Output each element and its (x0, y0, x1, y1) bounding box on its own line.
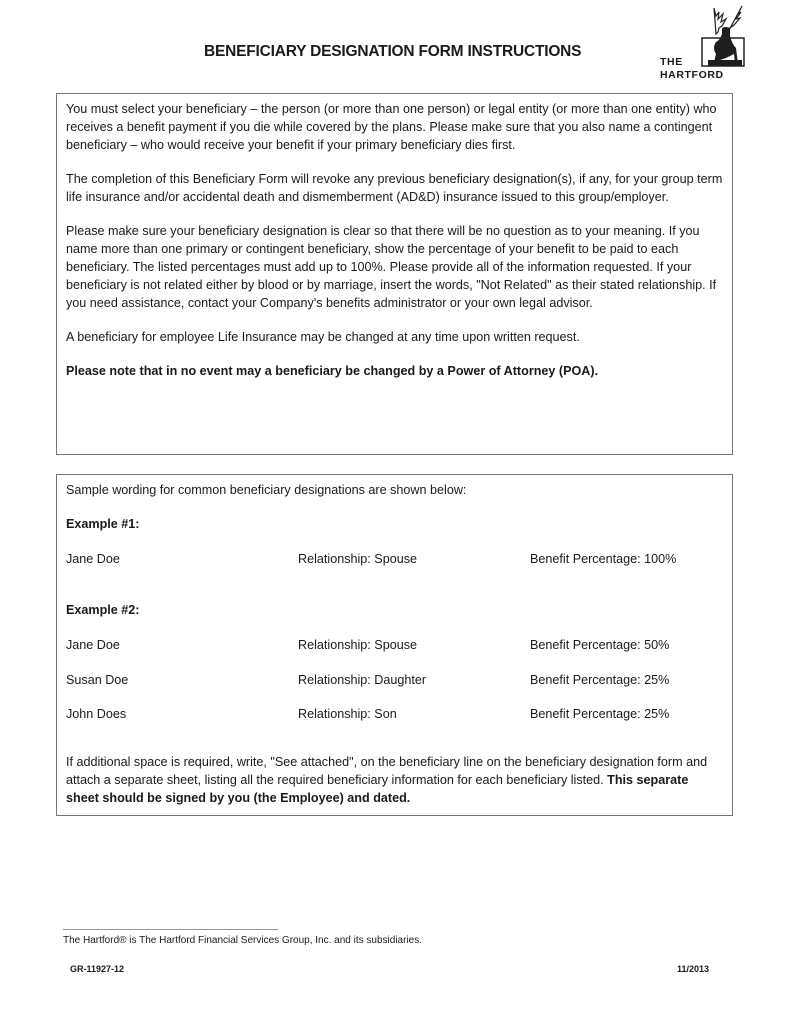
beneficiary-percentage: Benefit Percentage: 25% (530, 707, 670, 721)
beneficiary-percentage: Benefit Percentage: 50% (530, 638, 670, 652)
instructions-box (56, 93, 733, 455)
footnote-divider (63, 929, 278, 930)
page-title: BENEFICIARY DESIGNATION FORM INSTRUCTIONS (204, 43, 582, 60)
beneficiary-relationship: Relationship: Spouse (298, 638, 418, 652)
instruction-paragraph: A beneficiary for employee Life Insurance may be changed at any time upon written request. (66, 330, 580, 344)
example-row (66, 636, 723, 654)
example-row (66, 671, 723, 689)
examples-box (56, 474, 733, 816)
logo-line-1: THE (660, 56, 683, 68)
beneficiary-relationship: Relationship: Son (298, 707, 397, 721)
beneficiary-name: John Does (66, 707, 127, 721)
form-number: GR-11927-12 (70, 964, 125, 974)
additional-space-note (66, 753, 723, 807)
beneficiary-name: Jane Doe (66, 638, 120, 652)
poa-note: Please note that in no event may a beneficiary be changed by a Power of Attorney (POA). (66, 364, 599, 378)
beneficiary-percentage: Benefit Percentage: 25% (530, 672, 670, 687)
additional-text: If additional space is required, write, "See attached", on the beneficiary line on the beneficiary designation form and attach a separate sheet, listing all the required beneficiary information for each beneficiary listed. (66, 755, 708, 787)
example-row (66, 705, 723, 723)
form-date: 11/2013 (677, 964, 710, 974)
beneficiary-name: Susan Doe (66, 672, 129, 687)
instruction-paragraph: Please make sure your beneficiary designation is clear so that there will be no question as to your meaning. If you name more than one primary or contingent beneficiary, show the percentage of your benefit to be paid to each beneficiary. The listed percentages must add up to 100%. Please provide all of the information requested. If your beneficiary is not related either by blood or by marriage, insert the words, "Not Related" as their stated relationship. If you need assistance, contact your Company's benefits administrator or your own legal advisor. (66, 224, 717, 310)
example-row (66, 550, 723, 568)
beneficiary-name: Jane Doe (66, 552, 120, 566)
company-logo-text (660, 56, 724, 82)
example-2-heading: Example #2: (66, 603, 140, 617)
examples-intro: Sample wording for common beneficiary designations are shown below: (66, 483, 467, 497)
footnote: The Hartford® is The Hartford Financial Services Group, Inc. and its subsidiaries. (63, 935, 422, 946)
beneficiary-relationship: Relationship: Spouse (298, 552, 418, 566)
instruction-paragraph: The completion of this Beneficiary Form will revoke any previous beneficiary designation(s), if any, for your group term life insurance and/or accidental death and dismemberment (AD&D) insurance issued to this group/employer. (66, 172, 723, 204)
example-1-heading: Example #1: (66, 517, 140, 531)
beneficiary-percentage: Benefit Percentage: 100% (530, 552, 677, 566)
additional-bold-text: This separate sheet should be signed by you (the Employee) and dated. (66, 773, 689, 805)
instruction-paragraph: You must select your beneficiary – the person (or more than one person) or legal entity (or more than one entity) who receives a benefit payment if you die while covered by the plans. Please make sure that you also name a contingent beneficiary – who would receive your benefit if your primary beneficiary dies first. (66, 102, 717, 152)
logo-line-2: HARTFORD (660, 69, 724, 81)
beneficiary-relationship: Relationship: Daughter (298, 672, 427, 687)
